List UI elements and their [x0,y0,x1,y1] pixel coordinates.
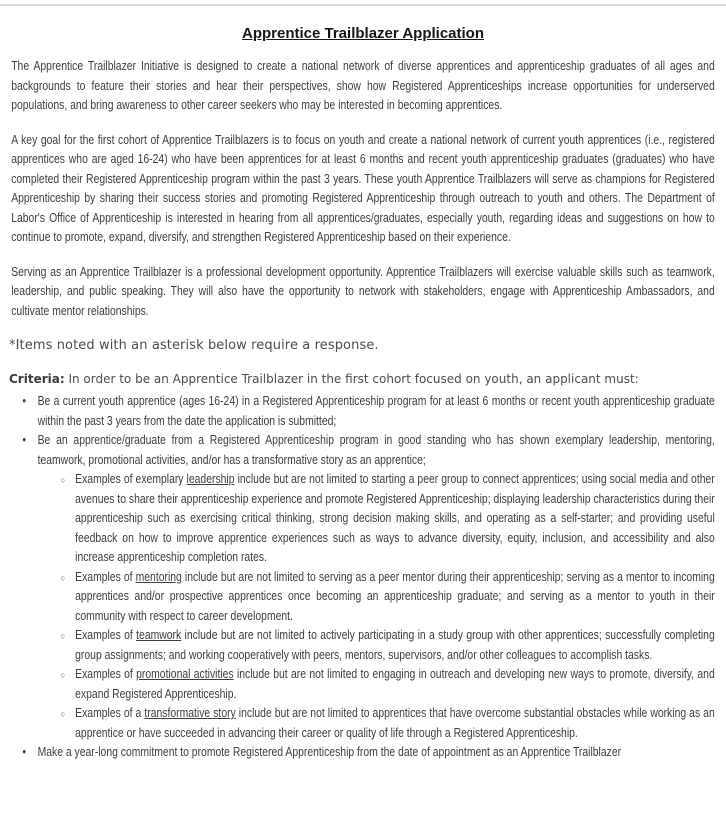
example-rest: include but are not limited to actively participating in a study group with other apprentices; successfully completing group assignments; and working cooperatively with peers, mentors, supervisors, and/or other colleagues to accomplish tasks. [75,627,715,662]
intro-paragraphs [0,56,726,320]
sub-list-item-promotional-activities [38,664,715,703]
example-rest: include but are not limited to serving as a peer mentor during their apprenticeship; serving as a mentor to incoming apprentices and/or prospective apprentices once becoming an apprenticeship graduate; and serving as a mentor to youth in their community with respect to career development. [75,568,715,623]
list-item-current-apprentice [11,391,715,430]
sub-list-item-mentoring [38,567,715,626]
underlined-term: mentoring [135,568,182,584]
example-prefix: Examples of [75,666,137,681]
sub-list-item-teamwork [38,625,715,664]
paragraph-professional-development: Serving as an Apprentice Trailblazer is a professional development opportunity. Apprentice Trailblazers will exercise valuable skills such as teamwork, leadership, and public speaking. They will also have the opportunity to network with stakeholders, engage with Apprenticeship Ambassadors, and cultivate mentor relationships. [11,263,715,318]
criteria-heading [9,369,717,389]
list-item-text: Make a year-long commitment to promote Registered Apprenticeship from the date of appointment as an Apprentice Trailblazer [37,744,622,759]
list-item-text: Be an apprentice/graduate from a Registered Apprenticeship program in good standing who has shown exemplary leadership, mentoring, teamwork, promotional activities, and/or has a transformative story as an apprentice; [37,432,715,467]
criteria-list-container [0,391,726,762]
example-prefix: Examples of exemplary [75,471,187,486]
example-rest: include but are not limited to apprentices that have overcome substantial obstacles while working as an apprentice or have succeeded in advancing their career or quality of life through a Registered Apprenticeship. [75,705,715,740]
required-note: *Items noted with an asterisk below require a response. [9,338,379,353]
criteria-label: Criteria: [9,372,65,386]
underlined-term: transformative story [144,705,236,720]
examples-sublist [38,469,715,742]
example-prefix: Examples of a [75,705,145,720]
top-divider [0,4,726,6]
sub-list-item-leadership [38,469,715,567]
page-title: Apprentice Trailblazer Application [242,25,484,42]
paragraph-key-goal: A key goal for the first cohort of Apprentice Trailblazers is to focus on youth and create a national network of current youth apprentices (i.e., registered apprentices who are aged 16-24) who have been apprentices for at least 6 months and recent youth apprenticeship graduates (graduates) who have completed their Registered Apprenticeship program within the past 3 years. These youth Apprentice Trailblazers will serve as champions for Registered Apprenticeship by sharing their success stories and promoting Registered Apprenticeship through outreach to youth and others. The Department of Labor's Office of Apprenticeship is interested in hearing from all apprentices/graduates, especially youth, regarding ideas and suggestions on how to continue to promote, expand, diversify, and strengthen Registered Apprenticeship based on their experience. [11,131,715,244]
application-document [0,4,726,830]
example-rest: include but are not limited to engaging in outreach and developing new ways to promote, diversify, and expand Registered Apprenticeship. [75,666,715,701]
list-item-good-standing [11,430,715,742]
sub-list-item-transformative-story [38,703,715,742]
list-item-year-long-commitment [11,742,715,762]
example-prefix: Examples of [75,568,136,584]
example-rest: include but are not limited to starting a peer group to connect apprentices; using social media and other avenues to share their apprenticeship experience and promote Registered Apprenticeship; displaying leadership characteristics during their apprenticeship such as exercising critical thinking, strong decision making skills, and operating as a self-starter; and providing useful feedback on how to improve apprentice experiences such as ways to advance diversity, equity, inclusion, and accessibility and also increase apprenticeship completion rates. [75,471,715,564]
list-item-text: Be a current youth apprentice (ages 16-24) in a Registered Apprenticeship program for at least 6 months or recent youth apprenticeship graduate within the past 3 years from the date the application is submitted; [37,393,715,428]
paragraph-initiative: The Apprentice Trailblazer Initiative is designed to create a national network of diverse apprentices and apprenticeship graduates of all ages and backgrounds to feature their stories and hear their perspectives, show how Registered Apprenticeships increase opportunities for underserved populations, and bring awareness to other career seekers who may be interested in becoming apprentices. [11,58,715,112]
underlined-term: promotional activities [136,666,234,681]
criteria-intro: In order to be an Apprentice Trailblazer in the first cohort focused on youth, an applicant must: [64,372,639,386]
criteria-list [11,391,715,762]
underlined-term: teamwork [136,627,182,642]
underlined-term: leadership [186,471,235,486]
example-prefix: Examples of [75,627,137,642]
